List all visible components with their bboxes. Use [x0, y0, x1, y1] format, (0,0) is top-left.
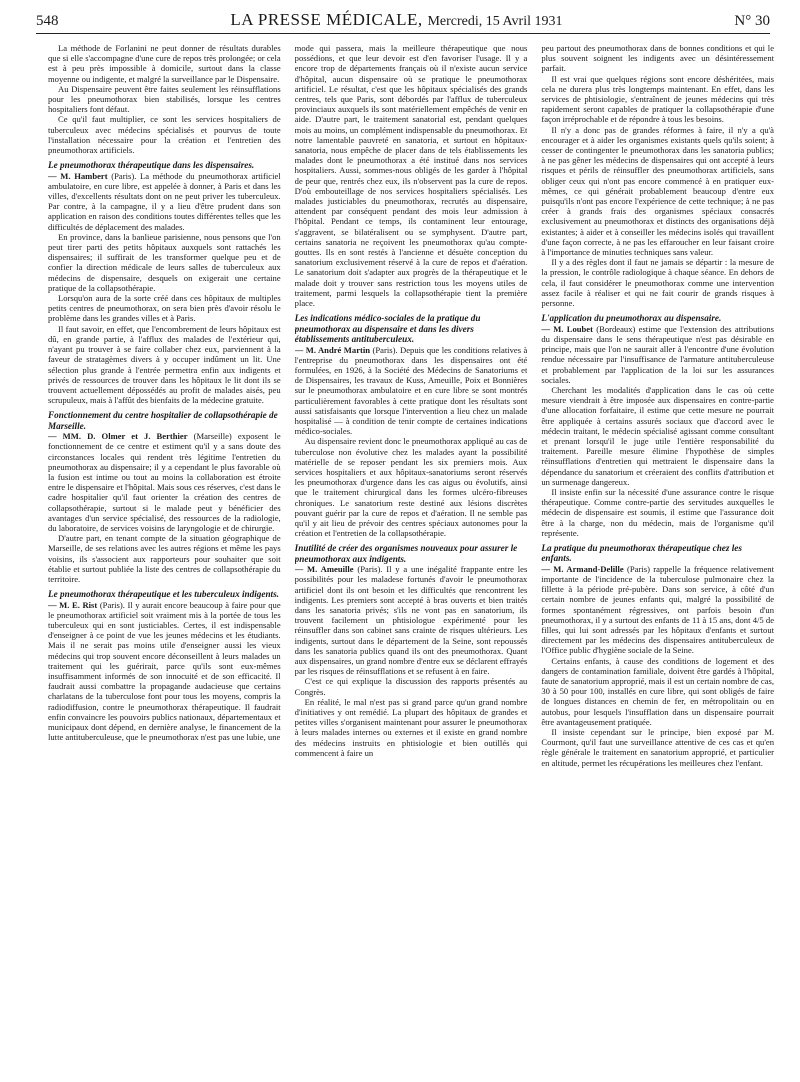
paragraph: Il y a des règles dont il faut ne jamais se départir : la mesure de la pression, le contrôle radiologique à chaque séance. En dehors de cela, il faut considérer le pneumothorax comme une intervention assez facile à réaliser et qui ne fait courir de grands risques à personne. [541, 257, 775, 309]
section-heading: Le pneumothorax thérapeutique et les tuberculeux indigents. [48, 589, 279, 600]
paragraph: Il faut savoir, en effet, que l'encombrement de leurs hôpitaux est dû, en grande partie, à l'afflux des malades de l'extérieur qui, n'ayant pu trouver à se faire collaber chez eux, parviennent à la faveur de stratagèmes divers à y occuper indûment un lit. Une sélection plus grande à l'entrée permettra enfin aux indigents et privés de ressources de trouver dans les hôpitaux le lit dont ils se trouvent actuellement dépossédés au profit de malades aisés, peu scrupuleux, mais à l'affût des bienfaits de la médecine gratuite. [48, 323, 281, 406]
section-heading: Le pneumothorax thérapeutique dans les dispensaires. [48, 160, 255, 171]
paragraph: En réalité, le mal n'est pas si grand parce qu'un grand nombre d'initiatives y ont remédié. La plupart des hôpitaux de grandes et petites villes s'organisent maintenant pour assurer le pneumothorax à leurs malades internes ou externes et il existe en grand nombre des médecins instruits en phtisiologie et bien outillés qui commencent à faire un [294, 696, 528, 758]
author-name: — MM. D. Olmer et J. Berthier [48, 431, 188, 442]
paragraph-text: (Paris) rappelle la fréquence relativement importante de l'incidence de la tuberculose pulmonaire chez la fillette à la période pré-pubère. Dans son service, à côté d'un certain nombre de jeunes enfants qui, malgré la possibilité de formes spontanément régressives, ont parfois besoin d'un pneumothorax, il y a surtout des enfants de 11 à 15 ans, dont 4/5 de filles, qui lui sont adressés par les hôpitaux d'enfants et surtout directement par les médecins des dispensaires antituberculeux de l'Office public d'hygiène sociale de la Seine. [541, 563, 775, 656]
paragraph: Il insiste enfin sur la nécessité d'une assurance contre le risque thérapeutique. Comme contre-partie des servitudes auxquelles le médecin de dispensaire est soumis, il estime que l'assurance doit être à la charge, non du médecin, mais de l'organisme qu'il représente. [541, 486, 775, 538]
paragraph [48, 171, 281, 232]
author-name: — M. Armand-Delille [541, 563, 624, 574]
section-heading: Inutilité de créer des organismes nouveaux pour assurer le pneumothorax aux indigents. [294, 543, 518, 564]
paragraph: D'autre part, en tenant compte de la situation géographique de Marseille, de ses relations avec les autres régions et même les pays voisins, ils s'associent aux rapporteurs pour souhaiter que soit établie et surtout publiée la liste des centres de collapsothérapie du territoire. [48, 533, 281, 584]
paragraph: La méthode de Forlanini ne peut donner de résultats durables que si elle s'accompagne d'une cure de repos très prolongée; or cela est à peu près impossible à domicile, surtout dans la classe moyenne ou indigente, et malgré la surveillance par le Dispensaire. [48, 43, 281, 84]
running-header [36, 10, 770, 30]
paragraph-text: (Paris). Il y aurait encore beaucoup à faire pour que le pneumothorax artificiel soit vraiment mis à la portée de tous les tuberculeux qui en sont justiciables. Certes, il est indispensable d'enseigner à ce point de vue les jeunes médecins et les étudiants. Mais il ne serait pas moins utile d'enseigner aussi les vieux médecins qui trop souvent encore déconseillent à leurs malades un traitement qui les guérirait, parce qu'ils sont eux-mêmes insuffisamment informés de son innocuité et de son efficacité. Il faudrait aussi combattre la propagande audacieuse que certains charlatans de la tuberculose font pour tous les moyens, compris la radiodiffusion, contre le pneumothorax thérapeutique. Il faudrait enfin convaincre les pouvoirs publics nationaux, départementaux et municipaux dont dépend, en dernière analyse, le financement de la lutte antituberculeuse, que le pneumothorax n'est pas une lubie, une [48, 599, 281, 743]
section-heading: Les indications médico-sociales de la pratique du pneumothorax au dispensaire et dans les divers établissements antituberculeux. [294, 313, 481, 345]
journal-title [230, 10, 562, 30]
section-heading: La pratique du pneumothorax thérapeutique chez les enfants. [541, 542, 742, 564]
paragraph-text: (Paris). Depuis que les conditions relatives à l'entreprise du pneumothorax dans les dispensaires ont été formulées, en 1926, à la Société des Médecins de Sanatoriums et de Dispensaires, les travaux de Kuss, Ameuille, Poix et Bonnières sur le pneumothorax ambulatoire et en cure libre se sont montrés particulièrement favorables à cette pratique dont les résultats sont aussi satisfaisants que lorsque l'intervention a lieu chez un malade hospitalisé — à condition de tenir compte de certaines indications médico-sociales. [294, 344, 528, 437]
author-name: — M. André Martin [294, 344, 371, 355]
issue-date: Mercredi, 15 Avril 1931 [427, 14, 563, 29]
paragraph-text: (Marseille) exposent le fonctionnement de ce centre et estiment qu'il y a sans doute des circonstances locales qui rendent très légitime l'entretien du pneumothorax au dispensaire; il y a cependant le plus favorable où la fusion est intime ou tout au moins la collaboration est étroite entre le dispensaire et l'hôpital. Mais sous ces réserves, c'est dans le cadre hospitalier qu'il faut orienter la création des centres de collapsothérapie, surtout si le malade peut y bénéficier des avantages d'un service spécialisé, des ressources de la radiologie, du laboratoire, de services voisins de laryngologie et de chirurgie. [48, 431, 281, 533]
paragraph [48, 600, 281, 743]
author-name: — M. Hambert [48, 170, 108, 181]
paragraph [541, 564, 774, 656]
paragraph: En province, dans la banlieue parisienne, nous pensons que l'on peut tirer parti des petits hôpitaux auxquels sont rattachés les dispensaires; il suffirait de les transformer quelque peu et de confier la direction médicale de leurs salles de tuberculeux aux médecins de dispensaire, desquels on exigerait une certaine pratique de la collapsothérapie. [48, 231, 281, 293]
paragraph: Cherchant les modalités d'application dans le cas où cette mesure viendrait à être imposée aux dispensaires en contre-partie d'une allocation forfaitaire, il estime que cette mesure ne pourrait être appliquée à certains assurés sociaux que d'accord avec le médecin traitant, le médecin spécialisé agissant comme consultant et prenant lorsqu'il le juge utile l'entière responsabilité du traitement. Pareille mesure élimine l'hypothèse de simples réinsufflations d'entretien qui mettraient le dispensaire dans la dépendance du sanatorium et créeraient des conflits d'attribution et un surmenage dangereux. [541, 384, 775, 487]
paragraph-text: (Bordeaux) estime que l'extension des attributions du dispensaire dans le sens thérapeutique n'est pas désirable en principe, mais que l'on ne saurait aller à l'encontre d'une évolution rendue nécessaire par l'insuffisance de l'armature antituberculeuse et probablement par l'application de la loi sur les assurances sociales. [541, 323, 775, 385]
header-rule [36, 33, 770, 34]
issue-number: N° 30 [734, 13, 770, 29]
author-name: — M. E. Rist [48, 599, 98, 610]
paragraph: mode qui passera, mais la meilleure thérapeutique que nous possédions, et que leur devoir est d'en favoriser l'usage. Il y a encore trop de départements français où il n'existe aucun service d'hôpital, aucun dispensaire où se pratique le pneumothorax artificiel. Le résultat, c'est que les hôpitaux spécialisés des grands centres, tels que Paris, sont débordés par l'afflux de tuberculeux provinciaux auxquels ils sont matériellement empêchés de venir en aide. D'autre part, le traitement sanatorial est, pendant quelques mois au moins, un complément indispensable du pneumothorax. Et notre lamentable pauvreté en sanatoria, et surtout en hôpitaux-sanatoria, nous empêche de placer dans de tels établissements les malades dont le pneumothorax a été institué dans nos services hospitaliers. Aussi, sommes-nous obligés de les garder à l'hôpital de peur que, rentrés chez eux, ils n'observent pas la cure de repos. D'où embouteillage de nos services hospitaliers spécialisés. Les malades justiciables du pneumothorax, recrutés au dispensaire, attendent par conséquent pendant des mois leur admission à l'hôpital. Pendant ce temps, ils contaminent leur entourage, s'aggravent, se bilatéralisent ou se symphysent. D'autre part, certains sanatoria ne reçoivent les pneumothorax qu'au compte-gouttes. Ils en sont restés à l'ancienne et désuète conception du sanatorium exclusivement réservé à la cure de repos et d'aération. Le sanatorium doit s'adapter aux progrès de la thérapeutique et le malade doit y trouver sans restriction tous les moyens utiles de traitement, parmi lesquels la collapsothérapie tient la première place. [294, 43, 528, 309]
paragraph: Il est vrai que quelques régions sont encore déshéritées, mais cela ne durera plus très longtemps maintenant. En effet, dans les services de phtisiologie, s'entraînent de jeunes médecins qui très rapidement seront capables de pratiquer la collapsothérapie d'une façon irréprochable et de répondre à tous les besoins. [541, 73, 775, 125]
page-number: 548 [36, 13, 59, 29]
author-name: — M. Ameuille [294, 564, 354, 575]
section-heading: Fonctionnement du centre hospitalier de collapsothérapie de Marseille. [48, 410, 278, 431]
paragraph: C'est ce qui explique la discussion des rapports présentés au Congrès. [294, 676, 528, 697]
paragraph: Il n'y a donc pas de grandes réformes à faire, il n'y a qu'à encourager et à aider les organismes existants quels qu'ils soient; à cesser de contingenter le pneumothorax dans les sanatoria publics; à ne pas gêner les médecins de dispensaires qui ont accepté à leurs risques et périls de réinsuffler des pneumothorax artificiels, sans obliger ceux qui n'ont pas encore commencé à en pratiquer eux-mêmes, ce qui générait probablement beaucoup d'entre eux puisqu'ils n'ont pas encore l'expérience de cette technique; à ne pas créer à grands frais des organismes spéciaux consacrés exclusivement au pneumothorax et distincts des organisations déjà existantes; à aider et à conseiller les médecins isolés qui travaillent d'une façon correcte, à ne pas les effaroucher en leur faisant croire à l'importance de minuties techniques sans valeur. [541, 124, 775, 258]
paragraph: Au Dispensaire peuvent être faites seulement les réinsufflations pour les pneumothorax bien stabilisés, lorsque les centres hospitaliers font défaut. [48, 83, 281, 115]
paragraph: peu partout des pneumothorax dans de bonnes conditions et qui le plus souvent soignent les indigents avec un désintéressement parfait. [541, 43, 775, 74]
author-name: — M. Loubet [541, 323, 593, 334]
paragraph: Au dispensaire revient donc le pneumothorax appliqué au cas de tuberculose non évolutive chez les malades ayant la possibilité matérielle de se reposer pendant les six premiers mois. Aux services hospitaliers et aux hôpitaux-sanatoriums seront réservés les pneumothorax d'urgence dans les cas aigus ou évolutifs, ainsi que le traitement chirurgical dans les formes ulcéro-fibreuses chroniques. Le sanatorium reste destiné aux lésions discrètes pouvant guérir par la cure de repos et d'aération. Il ne semble pas qu'il y ait lieu de prévoir des centres spéciaux autonomes pour la création et l'entretien de la collapsothérapie. [294, 436, 528, 539]
paragraph [48, 431, 281, 533]
paragraph: Ce qu'il faut multiplier, ce sont les services hospitaliers de tuberculeux avec médecins spécialisés et pourvus de toute l'installation nécessaire pour la création et l'entretien des pneumothorax artificiels. [48, 114, 281, 156]
text-columns [48, 43, 774, 1068]
column-3 [541, 43, 774, 1068]
paragraph: Il insiste cependant sur le principe, bien exposé par M. Courmont, qu'il faut une surveillance attentive de ces cas et qu'en règle générale le traitement en sanatorium approprié, et particulier en altitude, permet les récupérations les meilleures chez l'enfant. [541, 727, 775, 768]
paragraph [295, 345, 528, 437]
paragraph: Lorsqu'on aura de la sorte créé dans ces hôpitaux de multiples petits centres de pneumothorax, on sera bien près d'avoir résolu le problème dans les grandes villes et à Paris. [48, 293, 281, 324]
column-1 [48, 43, 281, 1068]
paragraph-text: (Paris). Il y a une inégalité frappante entre les possibilités pour les maladese fortunés d'avoir le pneumothorax artificiel dont ils ont besoin et les difficultés que rencontrent les indigents. Les premiers sont accepté à bras ouverts et bien traités dans les sanatoria privés; s'ils ne vont pas en sanatorium, ils trouvent facilement un phtisiologue expérimenté pour les réinsuffler dans son cabinet sans crainte de risques ultérieurs. Les indigents, surtout dans le département de la Seine, sont repoussés dans les sanatoria publics quand ils ont des pneumothorax. Quant aux dispensaires, un grand nombre d'entre eux se déclarent effrayés par les risques de réinsufflations et se refusent à en faire. [294, 564, 528, 677]
paragraph-text: (Paris). La méthode du pneumothorax artificiel ambulatoire, en cure libre, est appelée à donner, à Paris et dans les villes, d'excellents résultats dont on ne peut priver les tuberculeux. Par contre, à la campagne, il y a lieu d'être prudent dans son application en raison des conditions toutes différentes telles que les difficultés de déplacement des malades. [48, 170, 281, 232]
paragraph: Certains enfants, à cause des conditions de logement et des dangers de contamination familiale, doivent être gardés à l'hôpital, faute de sanatorium approprié, mais il est un certain nombre de cas, 30 à 50 pour 100, installés en cure libre, qui sont obligés de faire de longues distances en chemin de fer, en métropolitain ou en autobus, pour lesquels l'insufflation dans un dispensaire pourrait être avantageusement pratiquée. [541, 655, 775, 727]
paragraph [295, 564, 528, 676]
journal-name: LA PRESSE MÉDICALE, [230, 10, 423, 29]
paragraph [541, 324, 774, 385]
section-heading: L'application du pneumothorax au dispensaire. [541, 313, 722, 324]
column-2 [295, 43, 528, 1068]
